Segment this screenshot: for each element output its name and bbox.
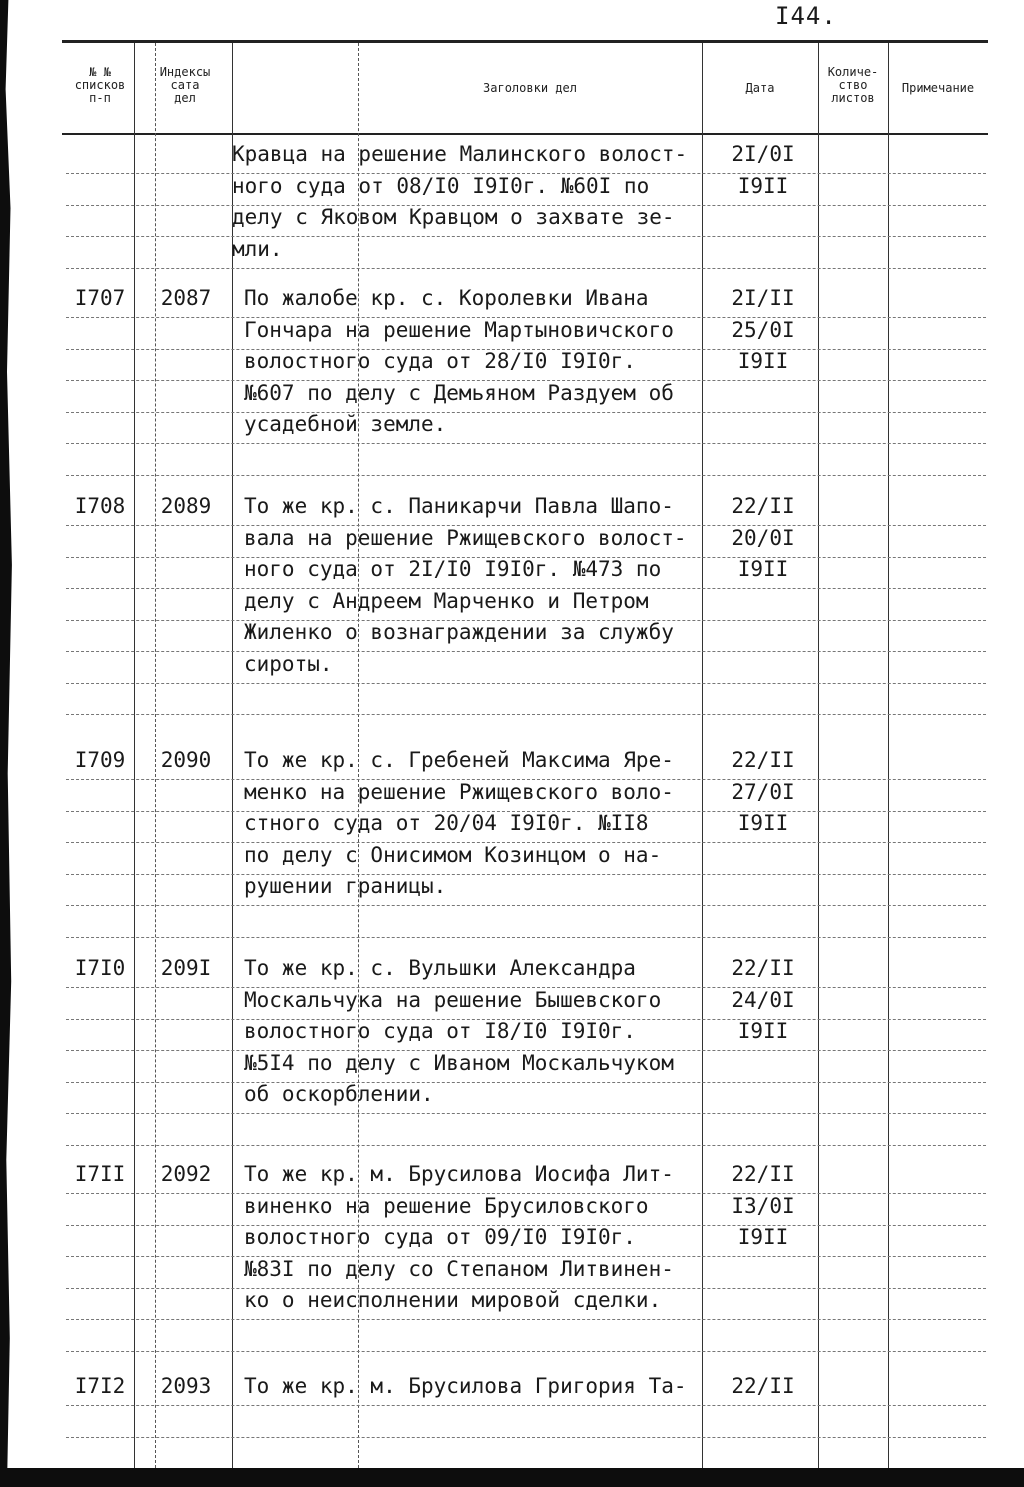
- row-rule: [66, 1113, 986, 1114]
- entry-date: 24/0I: [731, 987, 795, 1012]
- entry-date: I3/0I: [731, 1193, 795, 1218]
- row-rule: [66, 905, 986, 906]
- entry-number: I709: [74, 748, 126, 772]
- entry-text-line: ко о неисполнении мировой сделки.: [244, 1288, 662, 1312]
- header-date: Дата: [745, 81, 775, 95]
- entry-text-line: То же кр. с. Паникарчи Павла Шапо-: [244, 494, 674, 518]
- row-rule: [66, 475, 986, 476]
- entry-text-line: То же кр. м. Брусилова Иосифа Лит-: [244, 1162, 674, 1186]
- entry-date: 27/0I: [731, 779, 795, 804]
- entry-date: I9II: [737, 811, 789, 835]
- entry-date: 20/0I: [731, 525, 795, 550]
- column-divider: [818, 43, 819, 1468]
- entry-text-line: сироты.: [244, 651, 333, 676]
- entry-index: 2092: [160, 1162, 212, 1186]
- entry-date: 22/II: [731, 1162, 795, 1186]
- entry-text-line: То же кр. м. Брусилова Григория Та-: [244, 1374, 687, 1398]
- entry-index: 2089: [160, 494, 212, 518]
- entry-text-line: ного суда от 2I/I0 I9I0г. №473 по: [244, 557, 662, 581]
- row-rule: [66, 443, 986, 444]
- entry-text-line: ного суда от 08/I0 I9I0г. №60I по: [232, 173, 650, 198]
- entry-number: I7II: [74, 1162, 126, 1186]
- entry-date: I9II: [737, 349, 789, 373]
- entry-date: I9II: [737, 1225, 789, 1249]
- entry-text-line: стного суда от 20/04 I9I0г. №II8: [244, 811, 649, 835]
- entry-text-line: вала на решение Ржищевского волост-: [244, 525, 687, 550]
- entry-number: I708: [74, 494, 126, 518]
- header-bottom-rule: [62, 133, 988, 135]
- entry-number: I707: [74, 286, 126, 310]
- entry-text-line: волостного суда от I8/I0 I9I0г.: [244, 1019, 636, 1043]
- row-rule: [66, 1437, 986, 1438]
- entry-text-line: рушении границы.: [244, 874, 447, 898]
- row-rule: [66, 1145, 986, 1146]
- entry-text-line: виненко на решение Брусиловского: [244, 1193, 649, 1218]
- row-rule: [66, 268, 986, 269]
- entry-text-line: По жалобе кр. с. Королевки Ивана: [244, 286, 649, 310]
- entry-text-line: волостного суда от 28/I0 I9I0г.: [244, 349, 636, 373]
- entry-number: I7I2: [74, 1374, 126, 1398]
- entry-index: 2087: [160, 286, 212, 310]
- entry-date: 25/0I: [731, 317, 795, 342]
- entry-date: 22/II: [731, 748, 795, 772]
- entry-date: 22/II: [731, 956, 795, 980]
- entry-number: I7I0: [74, 956, 126, 980]
- entry-text-line: Жиленко о вознаграждении за службу: [244, 620, 674, 644]
- header-list-number: № № списков п-п: [74, 65, 126, 105]
- entry-date: I9II: [737, 1019, 789, 1043]
- row-rule: [66, 937, 986, 938]
- header-top-rule: [62, 40, 988, 43]
- row-rule: [66, 714, 986, 715]
- row-rule: [66, 236, 986, 237]
- entry-text-line: Москальчука на решение Бышевского: [244, 987, 662, 1012]
- entry-text-line: волостного суда от 09/I0 I9I0г.: [244, 1225, 636, 1249]
- entry-text-line: Гончара на решение Мартыновичского: [244, 317, 674, 342]
- entry-date: I9II: [737, 173, 789, 198]
- entry-text-line: То же кр. с. Гребеней Максима Яре-: [244, 748, 674, 772]
- header-sheet-count: Количе- ство листов: [827, 65, 879, 105]
- entry-text-line: усадебной земле.: [244, 412, 447, 436]
- header-notes: Примечание: [901, 81, 975, 95]
- page-number: I44.: [775, 2, 837, 30]
- entry-text-line: №607 по делу с Демьяном Раздуем об: [244, 380, 674, 405]
- row-rule: [66, 412, 986, 413]
- row-rule: [66, 1405, 986, 1406]
- entry-text-line: То же кр. с. Вульшки Александра: [244, 956, 636, 980]
- entry-index: 2090: [160, 748, 212, 772]
- entry-text-line: менко на решение Ржищевского воло-: [244, 779, 674, 804]
- column-divider: [134, 43, 135, 1468]
- column-divider: [702, 43, 703, 1468]
- column-divider: [888, 43, 889, 1468]
- entry-text-line: Кравца на решение Малинского волост-: [232, 142, 688, 166]
- row-rule: [66, 1082, 986, 1083]
- entry-date: 2I/0I: [731, 142, 795, 166]
- entry-text-line: №5I4 по делу с Иваном Москальчуком: [244, 1050, 674, 1075]
- row-rule: [66, 1319, 986, 1320]
- scan-border: [0, 1468, 1024, 1487]
- row-rule: [66, 683, 986, 684]
- entry-date: I9II: [737, 557, 789, 581]
- row-rule: [66, 651, 986, 652]
- entry-date: 22/II: [731, 494, 795, 518]
- entry-text-line: об оскорблении.: [244, 1082, 434, 1106]
- entry-date: 22/II: [731, 1374, 795, 1398]
- row-rule: [66, 874, 986, 875]
- entry-date: 2I/II: [731, 286, 795, 310]
- torn-edge: [0, 0, 14, 1487]
- entry-text-line: делу с Яковом Кравцом о захвате зе-: [232, 205, 675, 229]
- entry-index: 209I: [160, 956, 212, 980]
- header-case-titles: Заголовки дел: [483, 81, 577, 95]
- entry-text-line: делу с Андреем Марченко и Петром: [244, 588, 649, 613]
- row-rule: [66, 1351, 986, 1352]
- entry-index: 2093: [160, 1374, 212, 1398]
- entry-text-line: №83I по делу со Степаном Литвинен-: [244, 1256, 674, 1281]
- entry-text-line: мли.: [232, 236, 283, 261]
- header-index: Индексы сата дел: [159, 65, 211, 105]
- entry-text-line: по делу с Онисимом Козинцом о на-: [244, 842, 662, 867]
